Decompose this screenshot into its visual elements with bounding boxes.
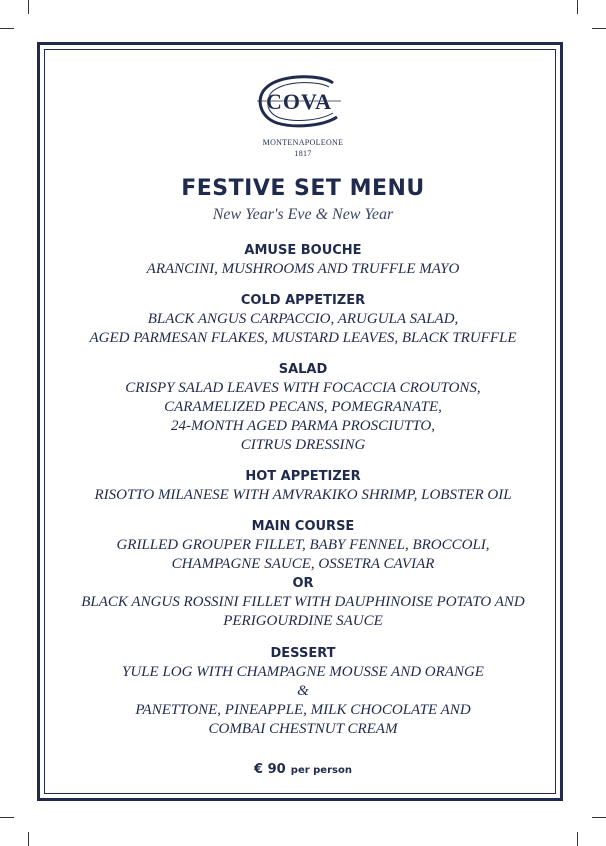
crop-mark bbox=[592, 817, 606, 818]
course-heading: COLD APPETIZER bbox=[240, 293, 366, 308]
dish-line: BLACK ANGUS ROSSINI FILLET WITH DAUPHINOISE POTATO AND bbox=[81, 594, 525, 610]
dish-line: YULE LOG WITH CHAMPAGNE MOUSSE AND ORANGE bbox=[122, 664, 484, 680]
crop-mark bbox=[0, 28, 14, 29]
course-amuse-bouche bbox=[0, 241, 606, 279]
dish-line: 24-MONTH AGED PARMA PROSCIUTTO, bbox=[171, 418, 435, 434]
course-salad bbox=[0, 360, 606, 455]
dish-line: BLACK ANGUS CARPACCIO, ARUGULA SALAD, bbox=[147, 311, 459, 327]
menu-subtitle: New Year's Eve & New Year bbox=[212, 206, 394, 223]
course-heading: SALAD bbox=[278, 362, 328, 377]
course-hot-appetizer bbox=[0, 467, 606, 505]
dish-line: GRILLED GROUPER FILLET, BABY FENNEL, BROCCOLI, bbox=[116, 537, 490, 553]
dish-line: ARANCINI, MUSHROOMS AND TRUFFLE MAYO bbox=[146, 261, 460, 277]
crop-mark bbox=[28, 0, 29, 14]
dish-line: CARAMELIZED PECANS, POMEGRANATE, bbox=[164, 399, 442, 415]
course-cold-appetizer bbox=[0, 291, 606, 348]
dish-line: CITRUS DRESSING bbox=[240, 437, 366, 453]
dish-line: RISOTTO MILANESE WITH AMVRAKIKO SHRIMP, LOBSTER OIL bbox=[94, 487, 512, 503]
price bbox=[0, 758, 606, 777]
crop-mark bbox=[0, 817, 14, 818]
price-unit: per person bbox=[290, 765, 352, 776]
dish-line: PANETTONE, PINEAPPLE, MILK CHOCOLATE AND bbox=[135, 702, 471, 718]
crop-mark bbox=[577, 832, 578, 846]
dish-line: COMBAI CHESTNUT CREAM bbox=[208, 721, 398, 737]
cova-logo bbox=[253, 73, 345, 129]
dish-line: CHAMPAGNE SAUCE, OSSETRA CAVIAR bbox=[171, 556, 435, 572]
logo-year: 1817 bbox=[294, 149, 312, 158]
course-heading: MAIN COURSE bbox=[251, 519, 355, 534]
course-main bbox=[0, 517, 606, 631]
dish-line: CRISPY SALAD LEAVES WITH FOCACCIA CROUTONS, bbox=[125, 380, 481, 396]
menu-title: FESTIVE SET MENU bbox=[181, 176, 425, 201]
logo-location: MONTENAPOLEONE bbox=[262, 138, 344, 147]
dish-line: & bbox=[297, 683, 309, 699]
crop-mark bbox=[577, 0, 578, 14]
course-heading: DESSERT bbox=[270, 646, 336, 661]
price-amount: € 90 bbox=[254, 762, 286, 777]
dish-line: AGED PARMESAN FLAKES, MUSTARD LEAVES, BLACK TRUFFLE bbox=[89, 330, 517, 346]
crop-mark bbox=[28, 832, 29, 846]
dish-line: PERIGOURDINE SAUCE bbox=[223, 613, 383, 629]
or-separator: OR bbox=[292, 576, 314, 591]
course-heading: AMUSE BOUCHE bbox=[244, 243, 362, 258]
course-heading: HOT APPETIZER bbox=[245, 469, 361, 484]
course-dessert bbox=[0, 644, 606, 739]
logo-wordmark: COVA bbox=[266, 89, 332, 114]
crop-mark bbox=[592, 28, 606, 29]
